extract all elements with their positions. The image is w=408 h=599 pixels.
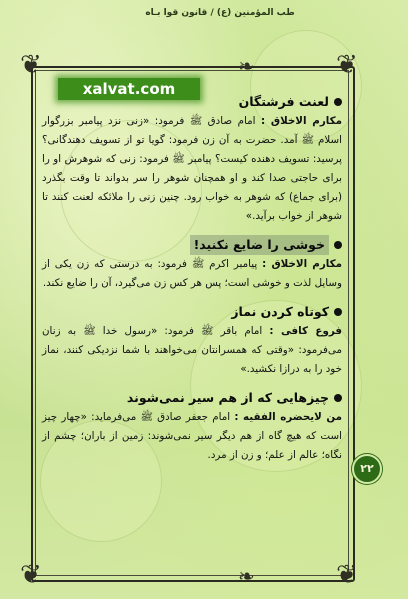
section-pleasure (42, 235, 342, 293)
source-label: مکارم الاخلاق : (262, 258, 343, 270)
section-heading (42, 92, 342, 112)
bullet-icon (334, 308, 342, 316)
section-text: امام جعفر صادق ﷺ می‌فرماید: «چهار چیز است که هیچ گاه از هم دیگر سیر نمی‌شوند: زمین از باران؛ چشم از نگاه؛ عالم از علم؛ و زن از مرد. (42, 411, 342, 461)
section-heading (42, 388, 342, 408)
section-text: امام باقر ﷺ فرمود: «رسول خدا ﷺ به زنان می‌فرمود: «وقتی که همسرانتان می‌خواهند با شما نزدیکی کنند، نماز خود را به درازا نکشید.» (42, 325, 342, 375)
section-text: امام صادق ﷺ فرمود: «زنی نزد پیامبر بزرگوار اسلام ﷺ آمد. حضرت به آن زن فرمود: گویا تو از تسویف دهندگانی؟ پرسید: تسویف دهنده کیست؟ پیامبر ﷺ فرمود: زنی که شوهرش او را برای حاجتی صدا کند و او همچنان شوهر را سر بدواند تا وقت بگذرد (برای جماع) که شوهر به خواب رود. چنین زنی را ملائکه لعنت کنند تا شوهر از خواب برآید.» (42, 115, 342, 222)
section-title: لعنت فرشتگان (238, 94, 329, 109)
bullet-icon (334, 241, 342, 249)
bullet-icon (334, 98, 342, 106)
source-label: من لایحضره الفقیه : (234, 411, 342, 423)
flourish-ornament-icon: ❧ (238, 564, 255, 588)
watermark-logo: xalvat.com (58, 78, 200, 100)
running-header: طب المؤمنین (ع) / قانون قوا بـاه (145, 8, 295, 18)
section-title: کوتاه کردن نماز (231, 304, 329, 319)
section-paragraph (42, 322, 342, 379)
corner-ornament-icon: ❦ (336, 50, 358, 80)
source-label: مکارم الاخلاق : (260, 115, 342, 127)
corner-ornament-icon: ❦ (336, 560, 358, 590)
section-paragraph (42, 112, 342, 226)
section-heading (42, 235, 342, 255)
page-number-badge: ۲۲ (352, 454, 382, 484)
page-body (42, 92, 342, 474)
source-label: فروع کافی : (269, 325, 342, 337)
section-heading (42, 302, 342, 322)
section-short-prayer (42, 302, 342, 379)
corner-ornament-icon: ❦ (20, 50, 42, 80)
section-paragraph (42, 408, 342, 465)
bullet-icon (334, 394, 342, 402)
section-never-satisfied (42, 388, 342, 465)
section-angels-curse (42, 92, 342, 226)
section-text: پیامبر اکرم ﷺ فرمود: به درستی که زن یکی از وسایل لذت و خوشی است؛ پس هر کس زن می‌گیرد، آن را ضایع نکند. (42, 258, 342, 289)
section-title: خوشی را ضایع نکنید! (190, 235, 329, 255)
corner-ornament-icon: ❦ (20, 560, 42, 590)
flourish-ornament-icon: ❧ (238, 54, 255, 78)
section-title: چیزهایی که از هم سیر نمی‌شوند (126, 390, 329, 405)
section-paragraph (42, 255, 342, 293)
